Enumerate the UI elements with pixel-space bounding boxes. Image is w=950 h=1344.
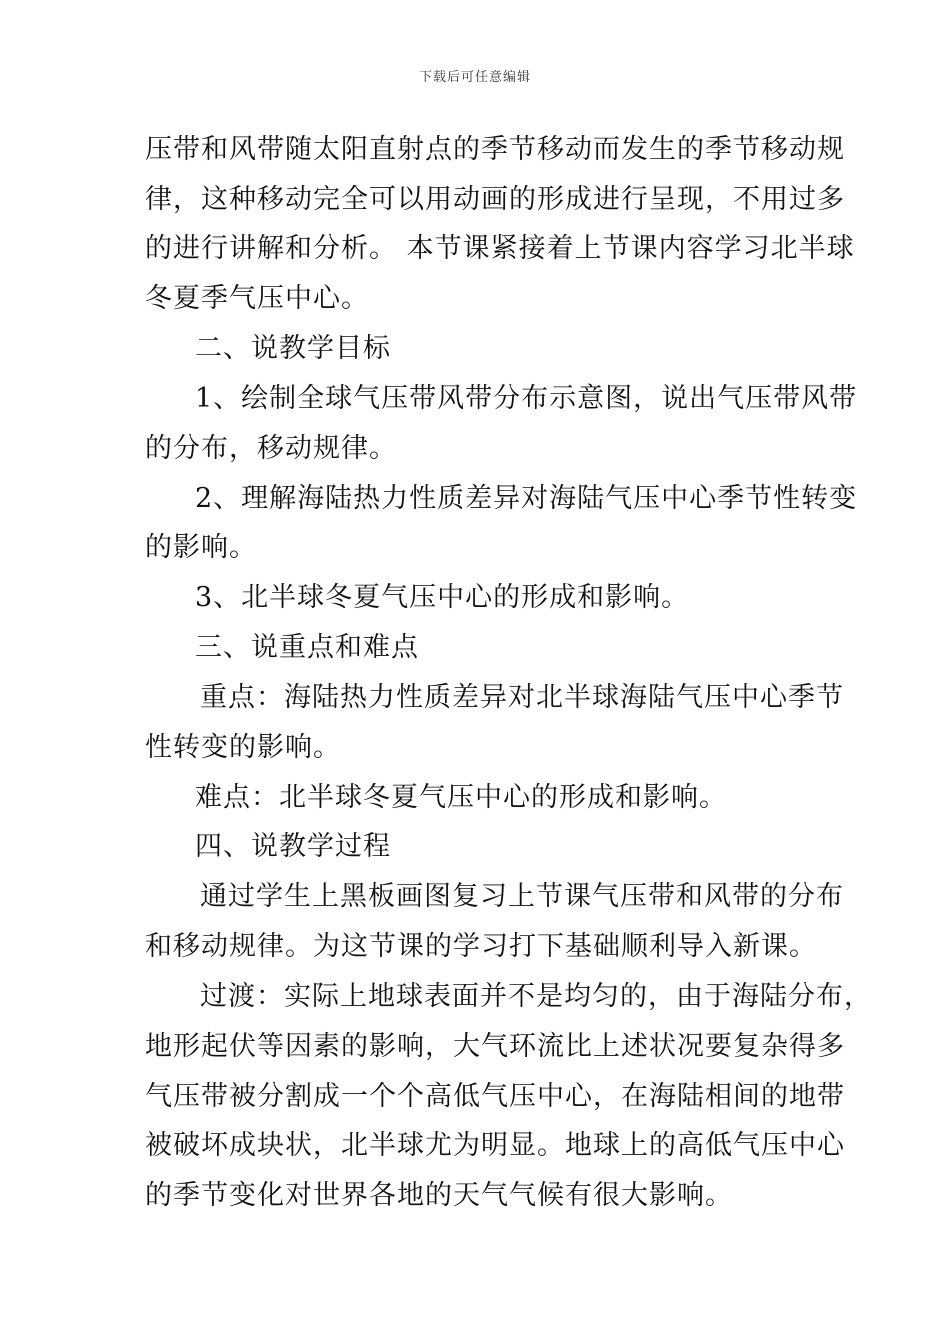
body-line: 的进行讲解和分析。 本节课紧接着上节课内容学习北半球 bbox=[145, 233, 855, 264]
body-line: 1、绘制全球气压带风带分布示意图，说出气压带风带 bbox=[195, 383, 858, 414]
body-line: 2、理解海陆热力性质差异对海陆气压中心季节性转变 bbox=[195, 483, 858, 514]
section-heading: 二、说教学目标 bbox=[195, 333, 391, 364]
body-line: 3、北半球冬夏气压中心的形成和影响。 bbox=[195, 582, 690, 613]
body-line: 压带和风带随太阳直射点的季节移动而发生的季节移动规 bbox=[145, 134, 845, 165]
body-line: 的季节变化对世界各地的天气气候有很大影响。 bbox=[145, 1180, 733, 1211]
body-line: 被破坏成块状，北半球尤为明显。地球上的高低气压中心 bbox=[145, 1130, 845, 1161]
section-heading: 三、说重点和难点 bbox=[195, 632, 419, 663]
section-heading: 四、说教学过程 bbox=[195, 831, 391, 862]
body-line: 气压带被分割成一个个高低气压中心，在海陆相间的地带 bbox=[145, 1081, 845, 1112]
body-line: 性转变的影响。 bbox=[145, 732, 341, 763]
body-line: 通过学生上黑板画图复习上节课气压带和风带的分布 bbox=[200, 881, 844, 912]
body-line: 律，这种移动完全可以用动画的形成进行呈现，不用过多 bbox=[145, 184, 845, 215]
body-line: 和移动规律。为这节课的学习打下基础顺利导入新课。 bbox=[145, 931, 817, 962]
body-line: 过渡：实际上地球表面并不是均匀的，由于海陆分布， bbox=[200, 981, 872, 1012]
body-line: 的影响。 bbox=[145, 532, 257, 563]
body-line: 重点：海陆热力性质差异对北半球海陆气压中心季节 bbox=[200, 682, 844, 713]
body-line: 难点：北半球冬夏气压中心的形成和影响。 bbox=[195, 782, 727, 813]
page-header: 下载后可任意编辑 bbox=[418, 70, 531, 85]
body-line: 冬夏季气压中心。 bbox=[145, 283, 369, 314]
body-line: 地形起伏等因素的影响，大气环流比上述状况要复杂得多 bbox=[145, 1031, 845, 1062]
body-line: 的分布，移动规律。 bbox=[145, 433, 397, 464]
